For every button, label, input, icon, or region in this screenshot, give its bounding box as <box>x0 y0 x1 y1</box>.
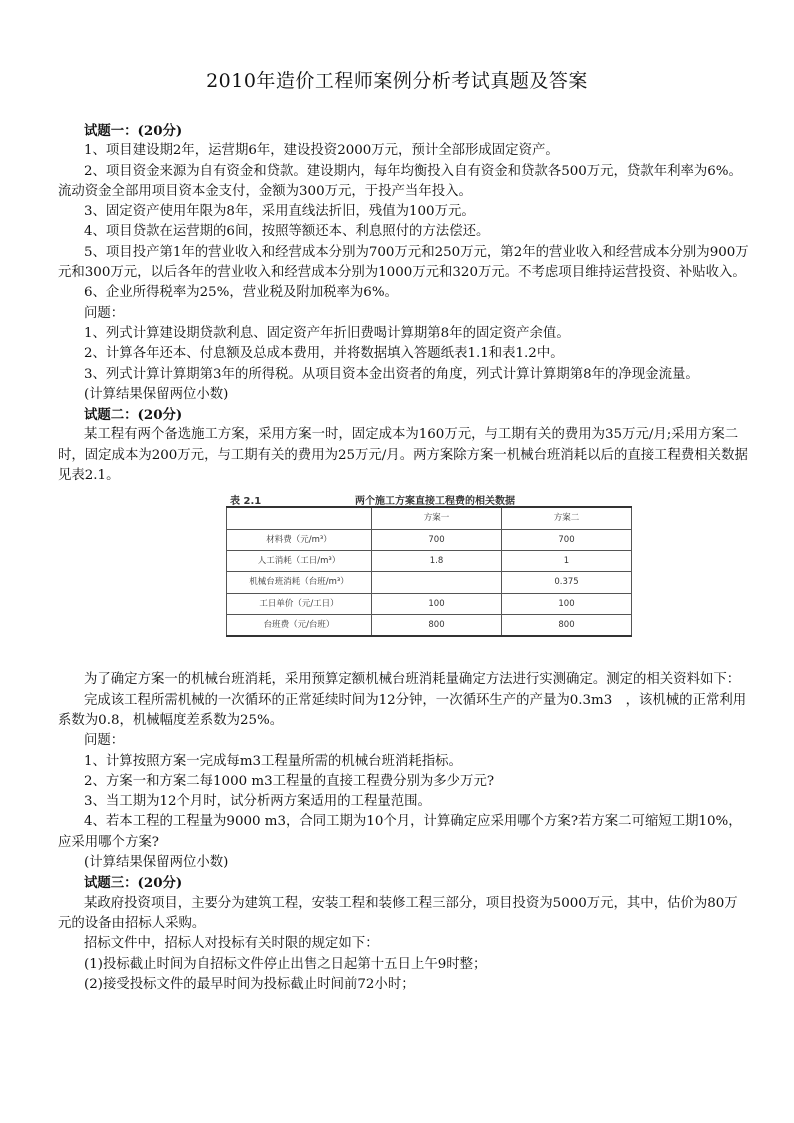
table-header-cell: 方案一 <box>372 507 502 529</box>
table-cell: 700 <box>372 529 502 550</box>
table-header-row <box>227 507 632 529</box>
q1-para-1: 1、项目建设期2年，运营期6年，建设投资2000万元，预计全部形成固定资产。 <box>84 143 559 159</box>
q2-intro: 某工程有两个备选施工方案，采用方案一时，固定成本为160万元，与工期有关的费用为35万元/月;采用方案二时，固定成本为200万元，与工期有关的费用为25万元/月。两方案除方案一机械台班消耗以后的直接工程费相关数据见表2.1。 <box>58 427 748 484</box>
table-row <box>227 529 632 550</box>
q2-note: (计算结果保留两位小数) <box>84 855 229 871</box>
document-body <box>58 121 750 995</box>
q2-question-1: 1、计算按照方案一完成每m3工程量所需的机械台班消耗指标。 <box>84 753 462 769</box>
table-row <box>227 614 632 636</box>
spacer <box>58 636 750 670</box>
q1-note: (计算结果保留两位小数) <box>84 386 229 402</box>
q2-para-1: 为了确定方案一的机械台班消耗，采用预算定额机械台班消耗量确定方法进行实测确定。测定的相关资料如下： <box>84 672 741 688</box>
table-header-cell <box>227 507 372 529</box>
q2-question-4: 4、若本工程的工程量为9000 m3，合同工期为10个月，计算确定应采用哪个方案?若方案二可缩短工期10%，应采用哪个方案? <box>58 814 742 850</box>
q1-question-label: 问题： <box>84 305 125 321</box>
table-cell: 0.375 <box>502 572 632 593</box>
q1-para-5: 5、项目投产第1年的营业收入和经营成本分别为700万元和250万元，第2年的营业收入和经营成本分别为900万元和300万元，以后各年的营业收入和经营成本分别为1000万元和320万元。不考虑项目维持运营投资、补贴收入。 <box>58 244 749 281</box>
table-row <box>227 593 632 614</box>
q2-question-2: 2、方案一和方案二每1000 m3工程量的直接工程费分别为多少万元? <box>84 773 495 789</box>
q1-heading: 试题一：(20分) <box>84 123 183 139</box>
q2-heading: 试题二：(20分) <box>84 407 183 424</box>
table-cell: 材料费（元/m³） <box>227 529 372 550</box>
q1-para-4: 4、项目贷款在运营期的6间，按照等额还本、利息照付的方法偿还。 <box>84 224 490 240</box>
table-cell: 100 <box>502 593 632 614</box>
table-cell: 700 <box>502 529 632 550</box>
table-cell: 800 <box>502 614 632 636</box>
q3-para-4: (2)接受投标文件的最早时间为投标截止时间前72小时； <box>84 976 415 992</box>
q1-question-3: 3、列式计算计算期第3年的所得税。从项目资本金出资者的角度，列式计算计算期第8年的净现金流量。 <box>84 366 699 382</box>
table-cell: 1.8 <box>372 550 502 571</box>
q3-para-3: (1)投标截止时间为自招标文件停止出售之日起第十五日上午9时整； <box>84 956 487 972</box>
q1-para-2: 2、项目资金来源为自有资金和贷款。建设期内，每年均衡投入自有资金和贷款各500万元，贷款年利率为6%。流动资金全部用项目资本金支付，金额为300万元，于投产当年投入。 <box>58 163 742 199</box>
q2-question-3: 3、当工期为12个月时，试分析两方案适用的工程量范围。 <box>84 794 431 810</box>
table-cell: 工日单价（元/工日） <box>227 593 372 614</box>
data-table <box>226 506 632 637</box>
table-row <box>227 550 632 571</box>
table-caption: 两个施工方案直接工程费的相关数据 <box>355 496 515 508</box>
q3-para-2: 招标文件中，招标人对投标有关时限的规定如下： <box>84 936 379 952</box>
q2-para-2: 完成该工程所需机械的一次循环的正常延续时间为12分钟，一次循环生产的产量为0.3m3 ，该机械的正常利用系数为0.8，机械幅度差系数为25%。 <box>58 692 747 728</box>
table-cell: 机械台班消耗（台班/m³） <box>227 572 372 593</box>
q1-question-2: 2、计算各年还本、付息额及总成本费用，并将数据填入答题纸表1.1和表1.2中。 <box>84 346 564 362</box>
q1-para-3: 3、固定资产使用年限为8年，采用直线法折旧，残值为100万元。 <box>84 204 475 220</box>
page-title: 2010年造价工程师案例分析考试真题及答案 <box>206 70 588 92</box>
q3-heading: 试题三：(20分) <box>84 875 183 892</box>
table-cell: 800 <box>372 614 502 636</box>
table-2-1 <box>226 492 632 637</box>
q2-question-label: 问题： <box>84 733 125 749</box>
q1-para-6: 6、企业所得税率为25%，营业税及附加税率为6%。 <box>84 285 398 301</box>
table-header-cell: 方案二 <box>502 507 632 529</box>
table-cell: 100 <box>372 593 502 614</box>
table-2-1-area <box>58 486 750 636</box>
table-cell <box>372 572 502 593</box>
table-cell: 1 <box>502 550 632 571</box>
q1-question-1: 1、列式计算建设期贷款利息、固定资产年折旧费喝计算期第8年的固定资产余值。 <box>84 325 570 341</box>
table-row <box>227 572 632 593</box>
table-number: 表 2.1 <box>230 496 262 508</box>
table-cell: 人工消耗（工日/m³） <box>227 550 372 571</box>
table-cell: 台班费（元/台班） <box>227 614 372 636</box>
q3-para-1: 某政府投资项目，主要分为建筑工程，安装工程和装修工程三部分，项目投资为5000万元，其中，估价为80万元的设备由招标人采购。 <box>58 895 738 931</box>
